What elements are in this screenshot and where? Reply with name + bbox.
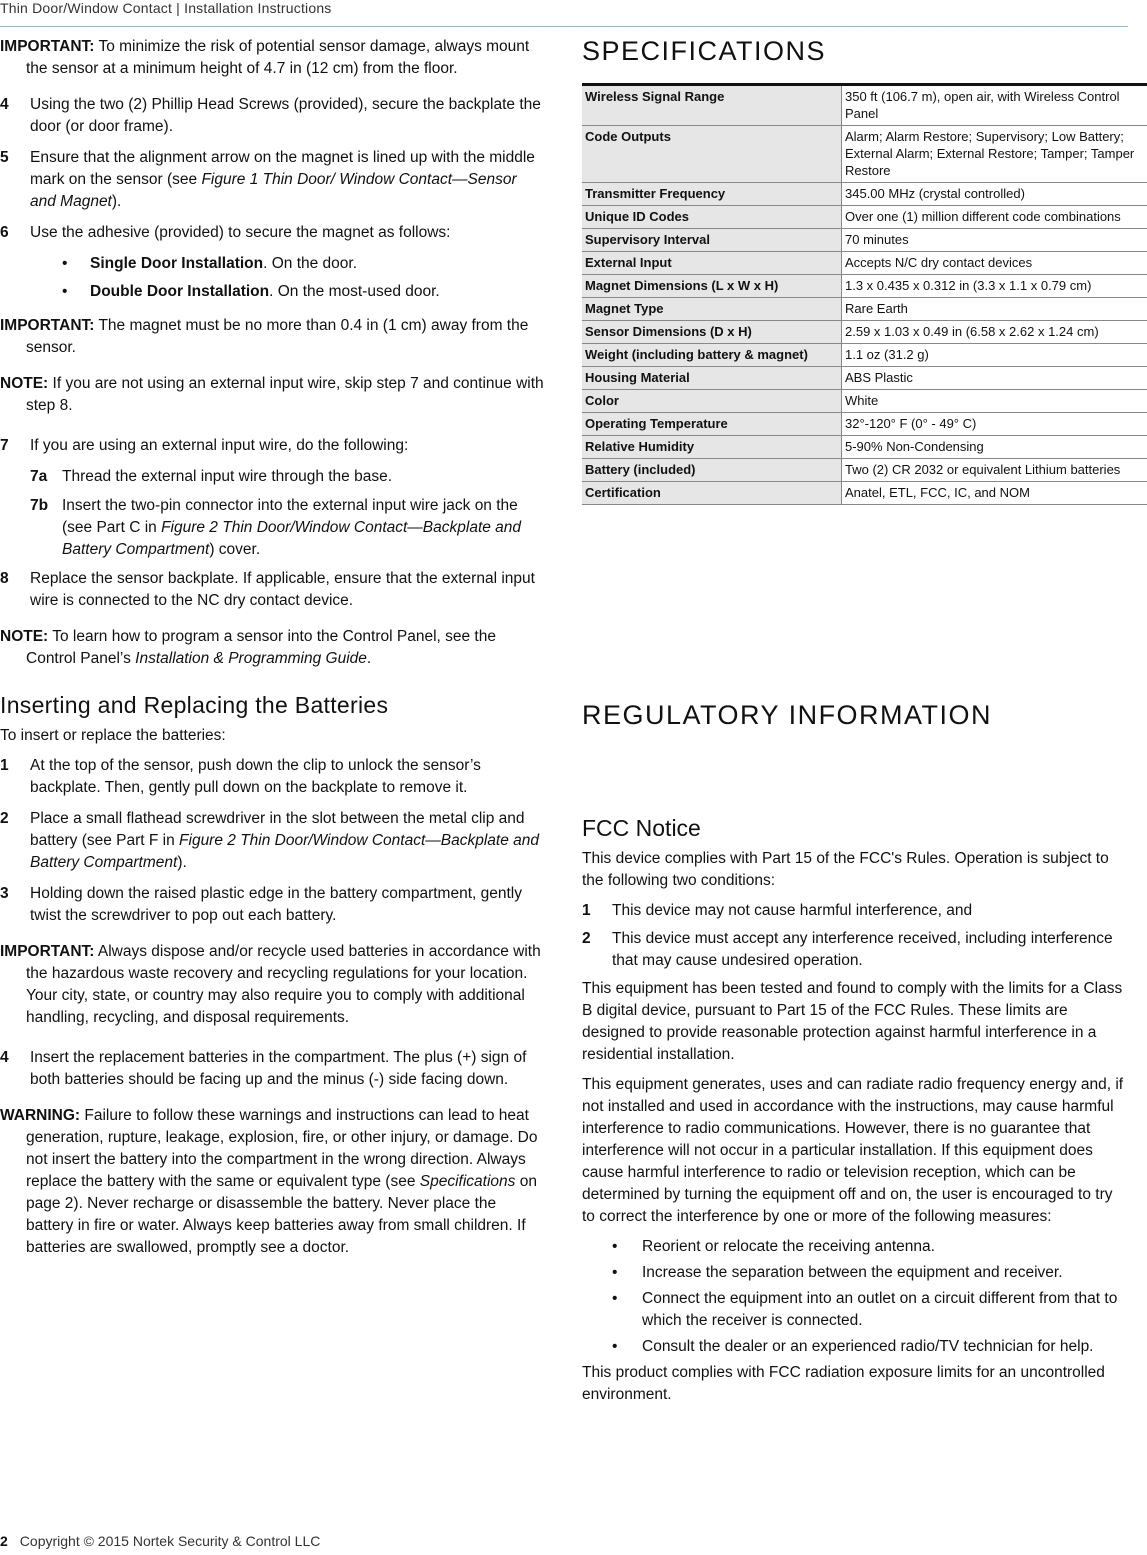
spec-key: Magnet Type [582, 298, 842, 321]
specifications-section [582, 36, 1147, 505]
battery-step-4: 4 Insert the replacement batteries in the compartment. The plus (+) sign of both batteries should be facing up and the minus (-) side facing down. [0, 1049, 527, 1088]
spec-row [582, 298, 1147, 321]
measure-item: • Connect the equipment into an outlet on a circuit different from that to which the receiver is connected. [612, 1290, 1118, 1329]
step-5: 5 Ensure that the alignment arrow on the magnet is lined up with the middle mark on the sensor (see Figure 1 Thin Door/ Window Contact—Sensor and Magnet). [0, 149, 535, 210]
step-7b: 7b Insert the two-pin connector into the external input wire jack on the (see Part C in Figure 2 Thin Door/Window Contact—Backplate and Battery Compartment) cover. [30, 497, 522, 558]
battery-step-2: 2 Place a small flathead screwdriver in the slot between the metal clip and battery (see Part F in Figure 2 Thin Door/Window Contact—Backplate and Battery Compartment). [0, 810, 540, 871]
step-7: 7 If you are using an external input wire, do the following: [0, 437, 409, 454]
important-note-mount-height: IMPORTANT: To minimize the risk of potential sensor damage, always mount the sensor at a minimum height of 4.7 in (12 cm) from the floor. [0, 38, 530, 77]
spec-row [582, 126, 1147, 183]
important-note-disposal: IMPORTANT: Always dispose and/or recycle used batteries in accordance with the hazardous waste recovery and recycling regulations for your location. Your city, state, or country may also require you to comply with additional handling, recycling, and disposal requirements. [0, 943, 541, 1026]
spec-row [582, 413, 1147, 436]
spec-value: Alarm; Alarm Restore; Supervisory; Low Battery; External Alarm; External Restore; Tamper; Tamper Restore [842, 126, 1147, 183]
specifications-table [582, 83, 1147, 505]
spec-key: Magnet Dimensions (L x W x H) [582, 275, 842, 298]
spec-key: Certification [582, 482, 842, 505]
spec-row [582, 229, 1147, 252]
spec-row [582, 482, 1147, 505]
page-header [0, 0, 1128, 27]
important-note-magnet-distance: IMPORTANT: The magnet must be no more than 0.4 in (1 cm) away from the sensor. [0, 317, 529, 356]
spec-row [582, 367, 1147, 390]
spec-value: 345.00 MHz (crystal controlled) [842, 183, 1147, 206]
spec-row [582, 252, 1147, 275]
batteries-heading: Inserting and Replacing the Batteries [0, 692, 389, 718]
step-6: 6 Use the adhesive (provided) to secure the magnet as follows: [0, 224, 451, 241]
step-4: 4 Using the two (2) Phillip Head Screws (provided), secure the backplate the door (or door frame). [0, 96, 541, 135]
spec-key: Weight (including battery & magnet) [582, 344, 842, 367]
spec-row [582, 459, 1147, 482]
left-column [0, 36, 545, 1273]
spec-value: 1.1 oz (31.2 g) [842, 344, 1147, 367]
spec-value: 350 ft (106.7 m), open air, with Wireless Control Panel [842, 85, 1147, 126]
note-programming: NOTE: To learn how to program a sensor into the Control Panel, see the Control Panel’s Installation & Programming Guide. [0, 628, 496, 667]
spec-key: Unique ID Codes [582, 206, 842, 229]
spec-row [582, 275, 1147, 298]
battery-step-3: 3 Holding down the raised plastic edge in the battery compartment, gently twist the screwdriver to pop out each battery. [0, 885, 522, 924]
spec-key: Color [582, 390, 842, 413]
spec-row [582, 85, 1147, 126]
spec-value: Two (2) CR 2032 or equivalent Lithium batteries [842, 459, 1147, 482]
spec-row [582, 183, 1147, 206]
spec-key: Battery (included) [582, 459, 842, 482]
step-7a: 7a Thread the external input wire through the base. [30, 468, 393, 485]
spec-row [582, 344, 1147, 367]
header-title: Thin Door/Window Contact | Installation Instructions [0, 0, 332, 16]
specifications-heading: SPECIFICATIONS [582, 36, 827, 66]
spec-value: 70 minutes [842, 229, 1147, 252]
spec-row [582, 321, 1147, 344]
spec-key: Housing Material [582, 367, 842, 390]
spec-value: Over one (1) million different code combinations [842, 206, 1147, 229]
spec-row [582, 206, 1147, 229]
note-external-input: NOTE: If you are not using an external input wire, skip step 7 and continue with step 8. [0, 375, 544, 414]
spec-key: Relative Humidity [582, 436, 842, 459]
copyright: Copyright © 2015 Nortek Security & Control LLC [19, 1533, 321, 1549]
regulatory-heading: REGULATORY INFORMATION [582, 700, 993, 730]
fcc-condition-1: 1 This device may not cause harmful interference, and [582, 902, 973, 919]
fcc-paragraph-interference: This equipment generates, uses and can radiate radio frequency energy and, if not installed and used in accordance with the instructions, may cause harmful interference to radio communications. However, there is no guarantee that interference will not occur in a particular installation. If this equipment does cause harmful interference to radio or television reception, which can be determined by turning the equipment off and on, the user is encouraged to try to correct the interference by one or more of the following measures: [582, 1076, 1124, 1225]
figure-1-reference: Figure 1 Thin Door/ Window Contact—Sensor and Magnet [30, 171, 517, 210]
spec-key: Wireless Signal Range [582, 85, 842, 126]
warning-note: WARNING: Failure to follow these warnings and instructions can lead to heat generation, rupture, leakage, explosion, fire, or other injury, or damage. Do not insert the battery into the compartment in the wrong direction. Always replace the battery with the same or equivalent type (see Specifications on page 2). Never recharge or disassemble the battery. Never place the battery in fire or water. Always keep batteries away from small children. If batteries are swallowed, promptly see a doctor. [0, 1107, 538, 1256]
fcc-heading: FCC Notice [582, 815, 701, 841]
batteries-intro: To insert or replace the batteries: [0, 727, 226, 744]
fcc-closing: This product complies with FCC radiation exposure limits for an uncontrolled environment. [582, 1364, 1105, 1403]
spec-key: Transmitter Frequency [582, 183, 842, 206]
fcc-intro: This device complies with Part 15 of the FCC's Rules. Operation is subject to the following two conditions: [582, 850, 1109, 889]
spec-key: Supervisory Interval [582, 229, 842, 252]
specifications-reference: Specifications [419, 1173, 516, 1190]
figure-2-reference: Figure 2 Thin Door/Window Contact—Backplate and Battery Compartment [62, 519, 522, 558]
spec-value: 5-90% Non-Condensing [842, 436, 1147, 459]
measure-item: • Increase the separation between the equipment and receiver. [612, 1264, 1063, 1281]
fcc-paragraph-class-b: This equipment has been tested and found to comply with the limits for a Class B digital device, pursuant to Part 15 of the FCC Rules. These limits are designed to provide reasonable protection against harmful interference in a residential installation. [582, 980, 1123, 1063]
bullet-double-door: • Double Door Installation. On the most-used door. [62, 283, 440, 300]
measure-item: • Reorient or relocate the receiving antenna. [612, 1238, 935, 1255]
spec-key: Operating Temperature [582, 413, 842, 436]
spec-key: Sensor Dimensions (D x H) [582, 321, 842, 344]
spec-row [582, 390, 1147, 413]
spec-key: External Input [582, 252, 842, 275]
battery-step-1: 1 At the top of the sensor, push down the clip to unlock the sensor’s backplate. Then, gently pull down on the backplate to remove it. [0, 757, 481, 796]
page-number: 2 [0, 1533, 8, 1549]
spec-value: Accepts N/C dry contact devices [842, 252, 1147, 275]
spec-row [582, 436, 1147, 459]
fcc-notice-section [582, 815, 1127, 1414]
spec-value: Anatel, ETL, FCC, IC, and NOM [842, 482, 1147, 505]
step-8: 8 Replace the sensor backplate. If applicable, ensure that the external input wire is connected to the NC dry contact device. [0, 570, 535, 609]
spec-value: White [842, 390, 1147, 413]
spec-value: 32°-120° F (0° - 49° C) [842, 413, 1147, 436]
bullet-single-door: • Single Door Installation. On the door. [62, 255, 358, 272]
fcc-condition-2: 2 This device must accept any interference received, including interference that may cause undesired operation. [582, 930, 1113, 969]
spec-value: ABS Plastic [842, 367, 1147, 390]
measure-item: • Consult the dealer or an experienced radio/TV technician for help. [612, 1338, 1094, 1355]
programming-guide-reference: Installation & Programming Guide [135, 650, 367, 667]
page-footer [0, 1533, 320, 1549]
spec-value: 2.59 x 1.03 x 0.49 in (6.58 x 2.62 x 1.24 cm) [842, 321, 1147, 344]
figure-2-reference: Figure 2 Thin Door/Window Contact—Backplate and Battery Compartment [30, 832, 540, 871]
spec-value: Rare Earth [842, 298, 1147, 321]
spec-value: 1.3 x 0.435 x 0.312 in (3.3 x 1.1 x 0.79 cm) [842, 275, 1147, 298]
spec-key: Code Outputs [582, 126, 842, 183]
